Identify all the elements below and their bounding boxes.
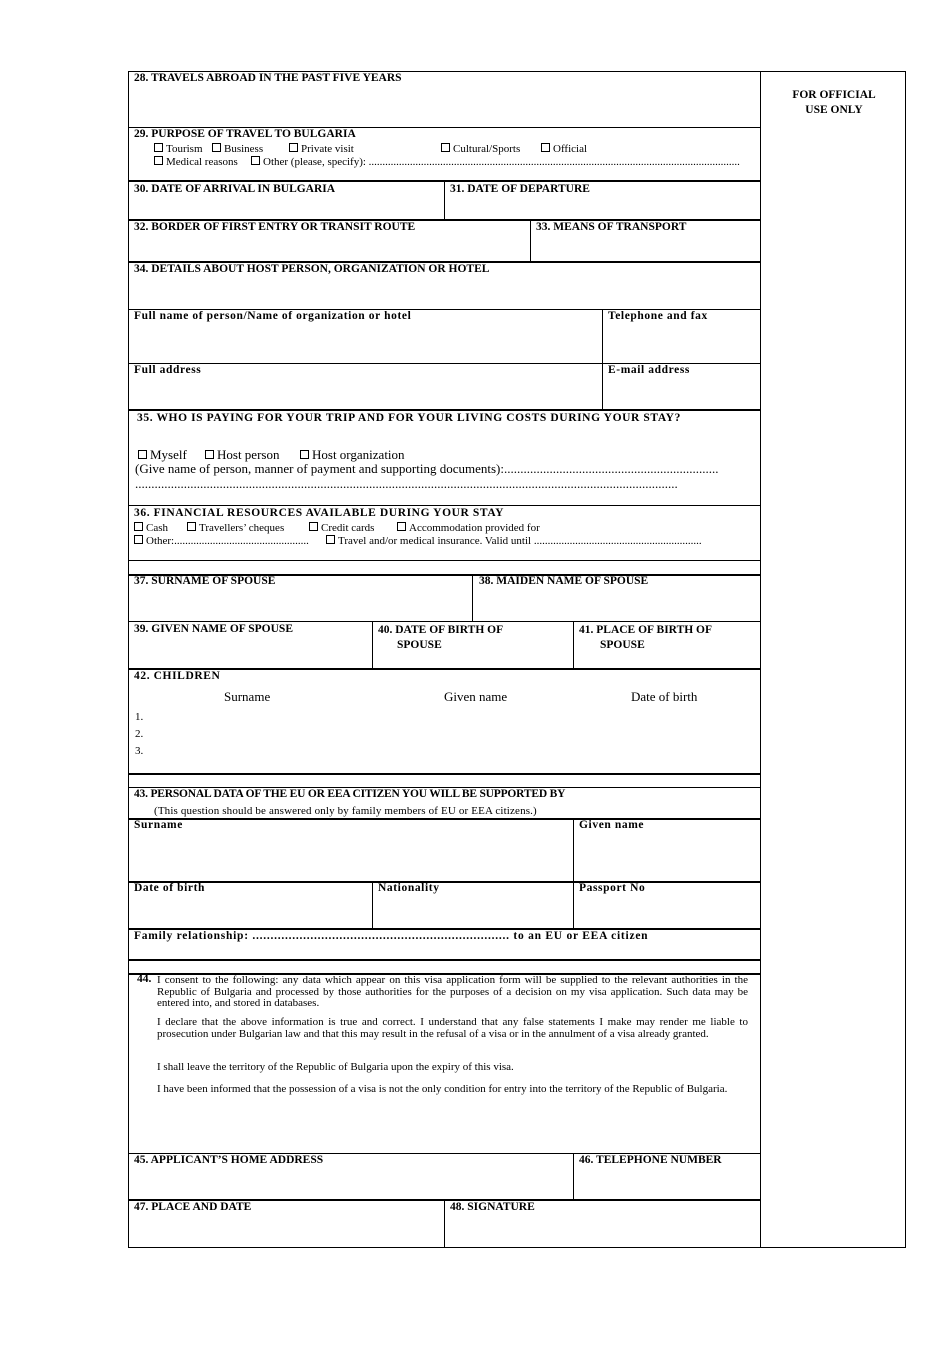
- host-email-label: E-mail address: [608, 364, 690, 376]
- q34-label: 34. DETAILS ABOUT HOST PERSON, ORGANIZATION OR HOTEL: [134, 263, 490, 275]
- children-given-name-header: Given name: [444, 689, 508, 704]
- cultural-sports-checkbox[interactable]: [441, 143, 450, 152]
- q47-label: 47. PLACE AND DATE: [134, 1201, 252, 1213]
- accommodation-option[interactable]: Accommodation provided for: [397, 522, 540, 534]
- q42-label: 42. CHILDREN: [134, 670, 221, 682]
- q44-condition-paragraph: I have been informed that the possession of a visa is not the only condition for entry into the territory of the Republic of Bulgaria.: [157, 1083, 728, 1095]
- q44-declaration-paragraph: I declare that the above information is true and correct. I understand that any false statements I make may render me liable to prosecution under Bulgarian law and that this may result in the refusal of a visa or in the annulment of a visa already granted.: [157, 1016, 748, 1040]
- host-telephone-fax-label: Telephone and fax: [608, 310, 708, 322]
- tourism-option[interactable]: Tourism: [154, 143, 203, 155]
- private-visit-option[interactable]: Private visit: [289, 143, 354, 155]
- payment-dots-line[interactable]: .......................................................................................................................................................................: [135, 476, 678, 491]
- other-purpose-checkbox[interactable]: [251, 156, 260, 165]
- private-visit-checkbox[interactable]: [289, 143, 298, 152]
- host-organization-option[interactable]: Host organization: [300, 447, 405, 463]
- divider-30-31: [444, 181, 445, 221]
- q38-label: 38. MAIDEN NAME OF SPOUSE: [479, 575, 649, 587]
- myself-option[interactable]: Myself: [138, 447, 187, 463]
- divider-43-nationality: [372, 883, 373, 929]
- q35-label: 35. WHO IS PAYING FOR YOUR TRIP AND FOR YOUR LIVING COSTS DURING YOUR STAY?: [137, 412, 681, 424]
- divider-43-surname: [128, 818, 761, 820]
- official-use-column: [760, 71, 906, 1248]
- host-person-checkbox[interactable]: [205, 450, 214, 459]
- children-surname-header: Surname: [224, 689, 271, 704]
- divider-45-46: [573, 1154, 574, 1201]
- q43-note: (This question should be answered only by family members of EU or EEA citizens.): [154, 805, 537, 817]
- divider-35: [128, 409, 761, 411]
- divider-34-columns: [602, 310, 603, 410]
- divider-36: [128, 505, 761, 506]
- cash-option[interactable]: Cash: [134, 522, 168, 534]
- child-row-1-number: 1.: [135, 711, 144, 723]
- business-option[interactable]: Business: [212, 143, 263, 155]
- official-checkbox[interactable]: [541, 143, 550, 152]
- divider-43-given: [573, 820, 574, 882]
- business-checkbox[interactable]: [212, 143, 221, 152]
- q41-label: 41. PLACE OF BIRTH OF SPOUSE: [579, 624, 713, 651]
- q43-label: 43. PERSONAL DATA OF THE EU OR EEA CITIZEN YOU WILL BE SUPPORTED BY: [134, 788, 566, 800]
- divider-43-dob: [128, 881, 761, 883]
- child-row-2-number: 2.: [135, 728, 144, 740]
- eu-citizen-nationality-label: Nationality: [378, 882, 440, 894]
- medical-reasons-option[interactable]: Medical reasons: [154, 156, 238, 168]
- q45-label: 45. APPLICANT’S HOME ADDRESS: [134, 1154, 324, 1166]
- divider-37-38: [472, 575, 473, 622]
- q40-label: 40. DATE OF BIRTH OF SPOUSE: [378, 624, 504, 651]
- divider-47-48: [444, 1200, 445, 1248]
- q28-label: 28. TRAVELS ABROAD IN THE PAST FIVE YEARS: [134, 72, 402, 84]
- accommodation-checkbox[interactable]: [397, 522, 406, 531]
- q48-label: 48. SIGNATURE: [450, 1201, 535, 1213]
- credit-cards-option[interactable]: Credit cards: [309, 522, 374, 534]
- eu-citizen-passport-label: Passport No: [579, 882, 646, 894]
- divider-band3-top: [128, 959, 761, 961]
- other-resources-checkbox[interactable]: [134, 535, 143, 544]
- insurance-option[interactable]: Travel and/or medical insurance. Valid until .............................................................: [326, 535, 702, 547]
- other-resources-option[interactable]: Other:.................................................: [134, 535, 309, 547]
- children-dob-header: Date of birth: [631, 689, 698, 704]
- host-person-option[interactable]: Host person: [205, 447, 279, 463]
- q31-label: 31. DATE OF DEPARTURE: [450, 183, 590, 195]
- q46-label: 46. TELEPHONE NUMBER: [579, 1154, 722, 1166]
- eu-citizen-dob-label: Date of birth: [134, 882, 206, 894]
- host-full-address-label: Full address: [134, 364, 202, 376]
- travellers-cheques-checkbox[interactable]: [187, 522, 196, 531]
- insurance-checkbox[interactable]: [326, 535, 335, 544]
- eu-citizen-surname-label: Surname: [134, 819, 183, 831]
- divider-32-33: [530, 220, 531, 262]
- divider-43-passport: [573, 883, 574, 929]
- family-relationship-line[interactable]: Family relationship: ....................................................................... to an EU or EEA citizen: [134, 930, 649, 942]
- official-option[interactable]: Official: [541, 143, 587, 155]
- divider-band-top: [128, 560, 761, 561]
- cash-checkbox[interactable]: [134, 522, 143, 531]
- q44-leave-paragraph: I shall leave the territory of the Republic of Bulgaria upon the expiry of this visa.: [157, 1061, 514, 1073]
- myself-checkbox[interactable]: [138, 450, 147, 459]
- q39-label: 39. GIVEN NAME OF SPOUSE: [134, 623, 293, 635]
- other-purpose-option[interactable]: Other (please, specify): .......................................................................................................................................: [251, 156, 740, 168]
- q37-label: 37. SURNAME OF SPOUSE: [134, 575, 276, 587]
- official-use-label: FOR OFFICIAL USE ONLY: [792, 89, 876, 116]
- q44-number: 44.: [137, 973, 152, 985]
- q30-label: 30. DATE OF ARRIVAL IN BULGARIA: [134, 183, 336, 195]
- divider-39-40: [372, 622, 373, 669]
- travellers-cheques-option[interactable]: Travellers’ cheques: [187, 522, 284, 534]
- medical-reasons-checkbox[interactable]: [154, 156, 163, 165]
- payment-details-line[interactable]: (Give name of person, manner of payment and supporting documents):..................................................................: [135, 461, 719, 476]
- host-full-name-label: Full name of person/Name of organization or hotel: [134, 310, 412, 322]
- credit-cards-checkbox[interactable]: [309, 522, 318, 531]
- eu-citizen-given-name-label: Given name: [579, 819, 645, 831]
- q36-label: 36. FINANCIAL RESOURCES AVAILABLE DURING YOUR STAY: [134, 507, 505, 519]
- divider-39: [128, 621, 761, 622]
- q33-label: 33. MEANS OF TRANSPORT: [536, 221, 687, 233]
- tourism-checkbox[interactable]: [154, 143, 163, 152]
- divider-40-41: [573, 622, 574, 669]
- child-row-3-number: 3.: [135, 745, 144, 757]
- host-organization-checkbox[interactable]: [300, 450, 309, 459]
- divider-42: [128, 668, 761, 670]
- q32-label: 32. BORDER OF FIRST ENTRY OR TRANSIT ROUTE: [134, 221, 416, 233]
- divider-band2-top: [128, 773, 761, 775]
- q44-consent-paragraph: I consent to the following: any data which appear on this visa application form will be supplied to the relevant authorities in the Republic of Bulgaria and processed by those authorities for the purposes of a decision on my visa application. Such data may be entered into, and stored in databases.: [157, 974, 748, 1009]
- cultural-sports-option[interactable]: Cultural/Sports: [441, 143, 520, 155]
- q29-label: 29. PURPOSE OF TRAVEL TO BULGARIA: [134, 128, 356, 140]
